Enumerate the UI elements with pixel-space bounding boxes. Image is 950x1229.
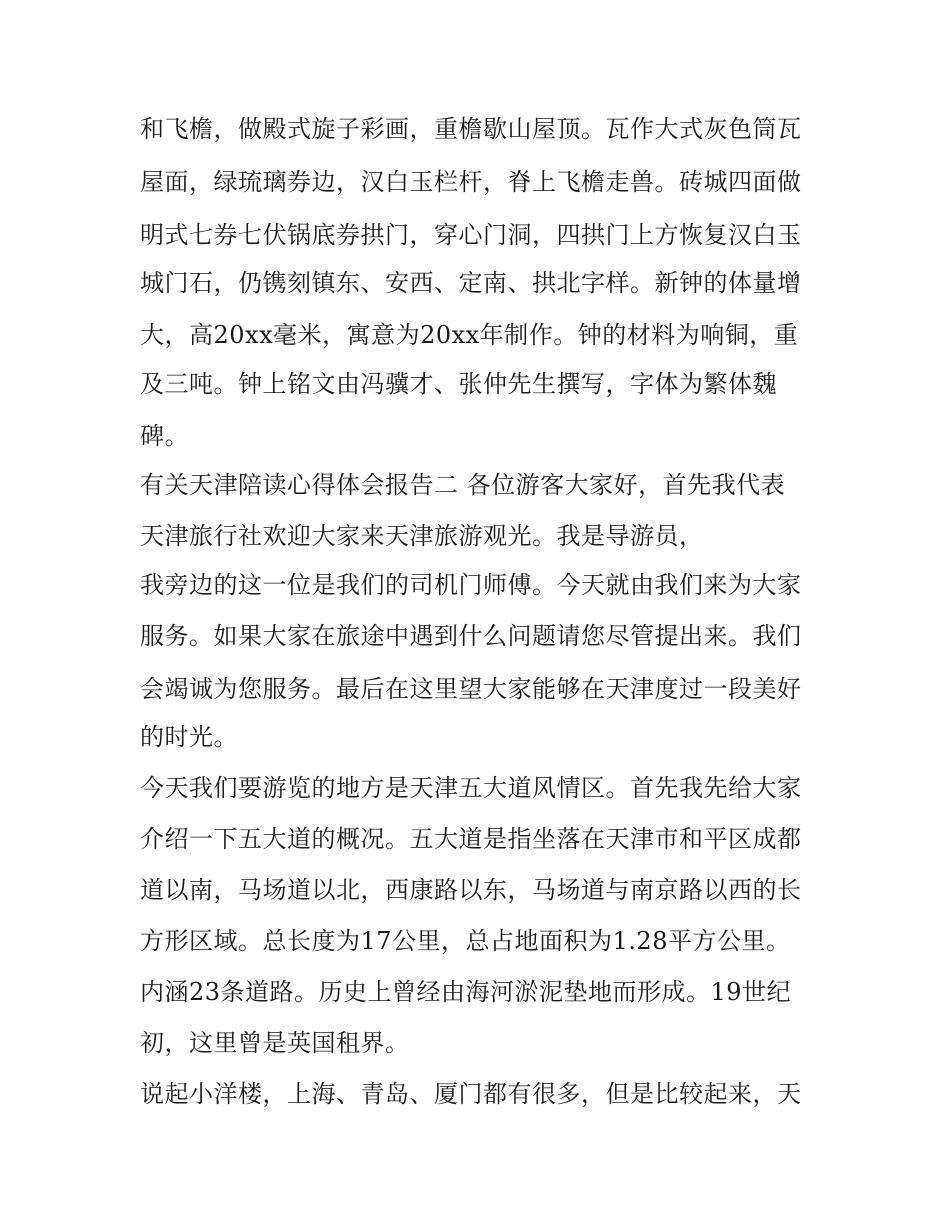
text-line: 屋面，绿琉璃券边，汉白玉栏杆，脊上飞檐走兽。砖城四面做 (140, 168, 802, 196)
text-line: 道以南，马场道以北，西康路以东，马场道与南京路以西的长 (140, 876, 802, 904)
text-line: 大，高20xx毫米，寓意为20xx年制作。钟的材料为响铜，重 (140, 321, 799, 349)
text-line: 介绍一下五大道的概况。五大道是指坐落在天津市和平区成都 (140, 825, 802, 853)
text-line: 城门石，仍镌刻镇东、安西、定南、拱北字样。新钟的体量增 (140, 269, 802, 297)
text-line: 有关天津陪读心得体会报告二 各位游客大家好，首先我代表 (140, 471, 786, 499)
text-line: 初，这里曾是英国租界。 (140, 1029, 410, 1057)
text-line: 说起小洋楼，上海、青岛、厦门都有很多，但是比较起来，天 (140, 1080, 802, 1108)
text-line: 方形区域。总长度为17公里，总占地面积为1.28平方公里。 (140, 927, 791, 955)
text-line: 服务。如果大家在旅途中遇到什么问题请您尽管提出来。我们 (140, 622, 802, 650)
text-line: 天津旅行社欢迎大家来天津旅游观光。我是导游员， (140, 522, 704, 550)
text-line: 和飞檐，做殿式旋子彩画，重檐歇山屋顶。瓦作大式灰色筒瓦 (140, 115, 802, 143)
text-line: 的时光。 (140, 723, 238, 751)
text-line: 碑。 (140, 422, 189, 450)
text-line: 明式七券七伏锅底券拱门，穿心门洞，四拱门上方恢复汉白玉 (140, 221, 802, 249)
text-line: 今天我们要游览的地方是天津五大道风情区。首先我先给大家 (140, 774, 802, 802)
text-line: 会竭诚为您服务。最后在这里望大家能够在天津度过一段美好 (140, 675, 802, 703)
text-line: 及三吨。钟上铭文由冯骥才、张仲先生撰写，字体为繁体魏 (140, 370, 777, 398)
text-line: 我旁边的这一位是我们的司机门师傅。今天就由我们来为大家 (140, 571, 802, 599)
text-line: 内涵23条道路。历史上曾经由海河淤泥垫地而形成。19世纪 (140, 978, 792, 1006)
